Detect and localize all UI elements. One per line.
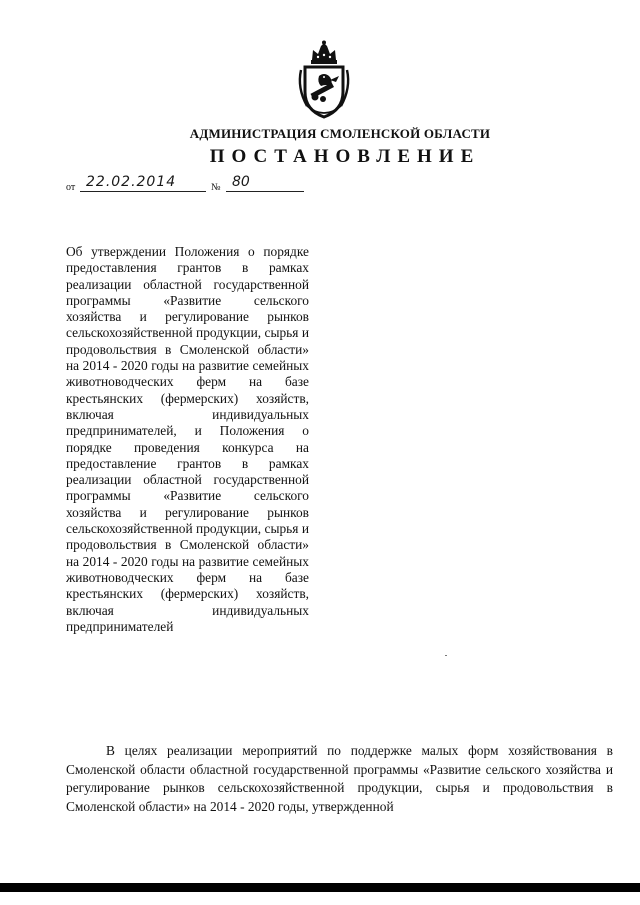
document-subject: Об утверждении Положения о порядке предоставления грантов в рамках реализации областной государственной программы «Развитие сельского хозяйства и регулирование рынков сельскохозяйственной продукции, сырья и продовольствия в Смоленской области» на 2014 - 2020 годы на развитие семейных животноводческих ферм на базе крестьянских (фермерских) хозяйств, включая индивидуальных предпринимателей, и Положения о порядке проведения конкурса на предоставление грантов в рамках реализации областной государственной программы «Развитие сельского хозяйства и регулирование рынков сельскохозяйственной продукции, сырья и продовольствия в Смоленской области» на 2014 - 2020 годы на развитие семейных животноводческих ферм на базе крестьянских (фермерских) хозяйств, включая индивидуальных предпринимателей — [66, 244, 309, 634]
document-date: 22.02.2014 — [80, 174, 206, 192]
organization-title: АДМИНИСТРАЦИЯ СМОЛЕНСКОЙ ОБЛАСТИ — [189, 126, 491, 141]
document-type-title: ПОСТАНОВЛЕНИЕ — [209, 146, 481, 167]
number-label: № — [211, 182, 221, 193]
coat-of-arms-icon — [293, 40, 355, 120]
document-number: 80 — [226, 174, 304, 192]
date-label: от — [66, 182, 76, 193]
scan-speck — [445, 655, 447, 656]
scan-edge-bar — [0, 883, 640, 892]
document-body-paragraph: В целях реализации мероприятий по поддержке малых форм хозяйствования в Смоленской области областной государственной программы «Развитие сельского хозяйства и регулирование рынков сельскохозяйственной продукции, сырья и продовольствия в Смоленской области» на 2014 - 2020 годы, утвержденной — [66, 743, 613, 814]
registration-line — [64, 175, 324, 197]
